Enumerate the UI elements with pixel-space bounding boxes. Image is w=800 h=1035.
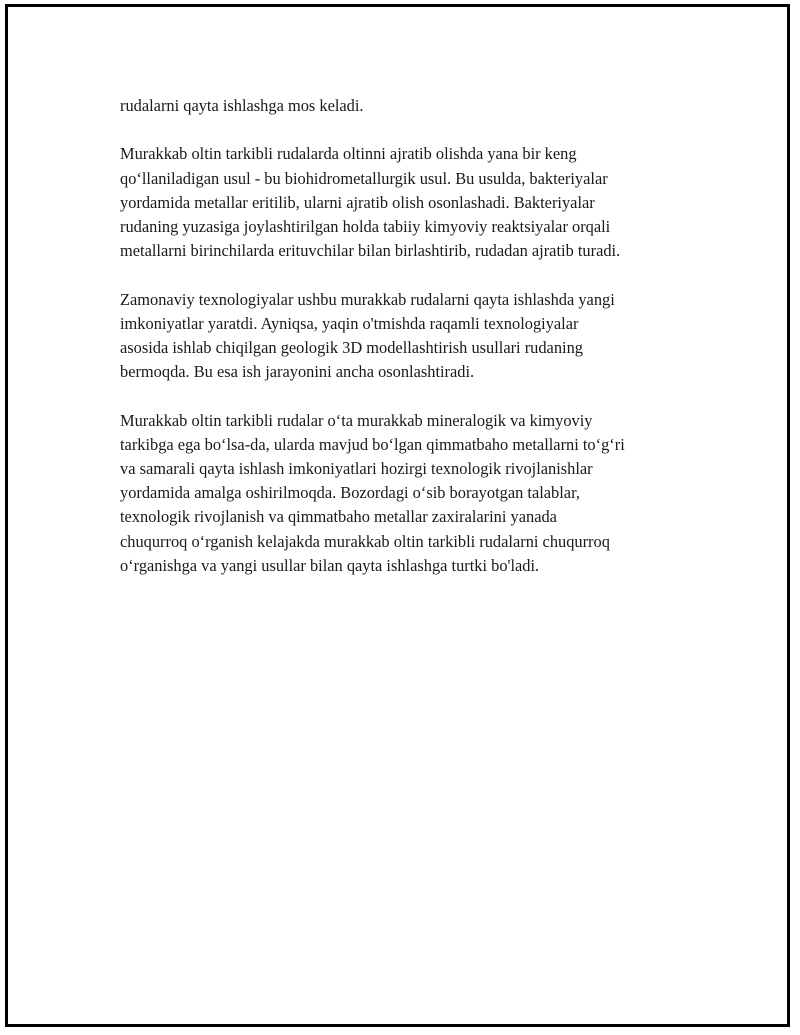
text-line: tarkibga ega bo‘lsa-da, ularda mavjud bo‘lgan qimmatbaho metallarni to‘g‘ri (120, 434, 625, 454)
text-line: chuqurroq o‘rganish kelajakda murakkab oltin tarkibli rudalarni chuqurroq (120, 531, 610, 551)
paragraph-1 (120, 94, 690, 118)
text-line: Murakkab oltin tarkibli rudalar o‘ta murakkab mineralogik va kimyoviy (120, 410, 593, 430)
text-line: va samarali qayta ishlash imkoniyatlari hozirgi texnologik rivojlanishlar (120, 459, 593, 478)
text-line: Murakkab oltin tarkibli rudalarda oltinni ajratib olishda yana bir keng (120, 144, 577, 164)
document-page (5, 4, 790, 1027)
text-line: metallarni birinchilarda erituvchilar bilan birlashtirib, rudadan ajratib turadi. (120, 241, 621, 261)
text-line: bermoqda. Bu esa ish jarayonini ancha osonlashtiradi. (120, 362, 475, 382)
text-line: Zamonaviy texnologiyalar ushbu murakkab rudalarni qayta ishlashda yangi (120, 289, 615, 309)
document-body (120, 94, 690, 602)
text-line: rudaning yuzasiga joylashtirilgan holda tabiiy kimyoviy reaktsiyalar orqali (120, 217, 611, 236)
paragraph-4 (120, 409, 690, 578)
paragraph-2 (120, 142, 690, 263)
paragraph-3 (120, 288, 690, 385)
text-line: asosida ishlab chiqilgan geologik 3D modellashtirish usullari rudaning (120, 338, 583, 357)
text-line: imkoniyatlar yaratdi. Ayniqsa, yaqin o'tmishda raqamli texnologiyalar (120, 313, 579, 333)
text-line: yordamida metallar eritilib, ularni ajratib olish osonlashadi. Bakteriyalar (120, 192, 595, 212)
text-line: texnologik rivojlanish va qimmatbaho metallar zaxiralarini yanada (120, 507, 557, 527)
text-line: yordamida amalga oshirilmoqda. Bozordagi o‘sib borayotgan talablar, (120, 483, 580, 503)
text-line: rudalarni qayta ishlashga mos keladi. (120, 96, 364, 115)
text-line: o‘rganishga va yangi usullar bilan qayta ishlashga turtki bo'ladi. (120, 555, 540, 575)
text-line: qo‘llaniladigan usul - bu biohidrometallurgik usul. Bu usulda, bakteriyalar (120, 168, 608, 188)
